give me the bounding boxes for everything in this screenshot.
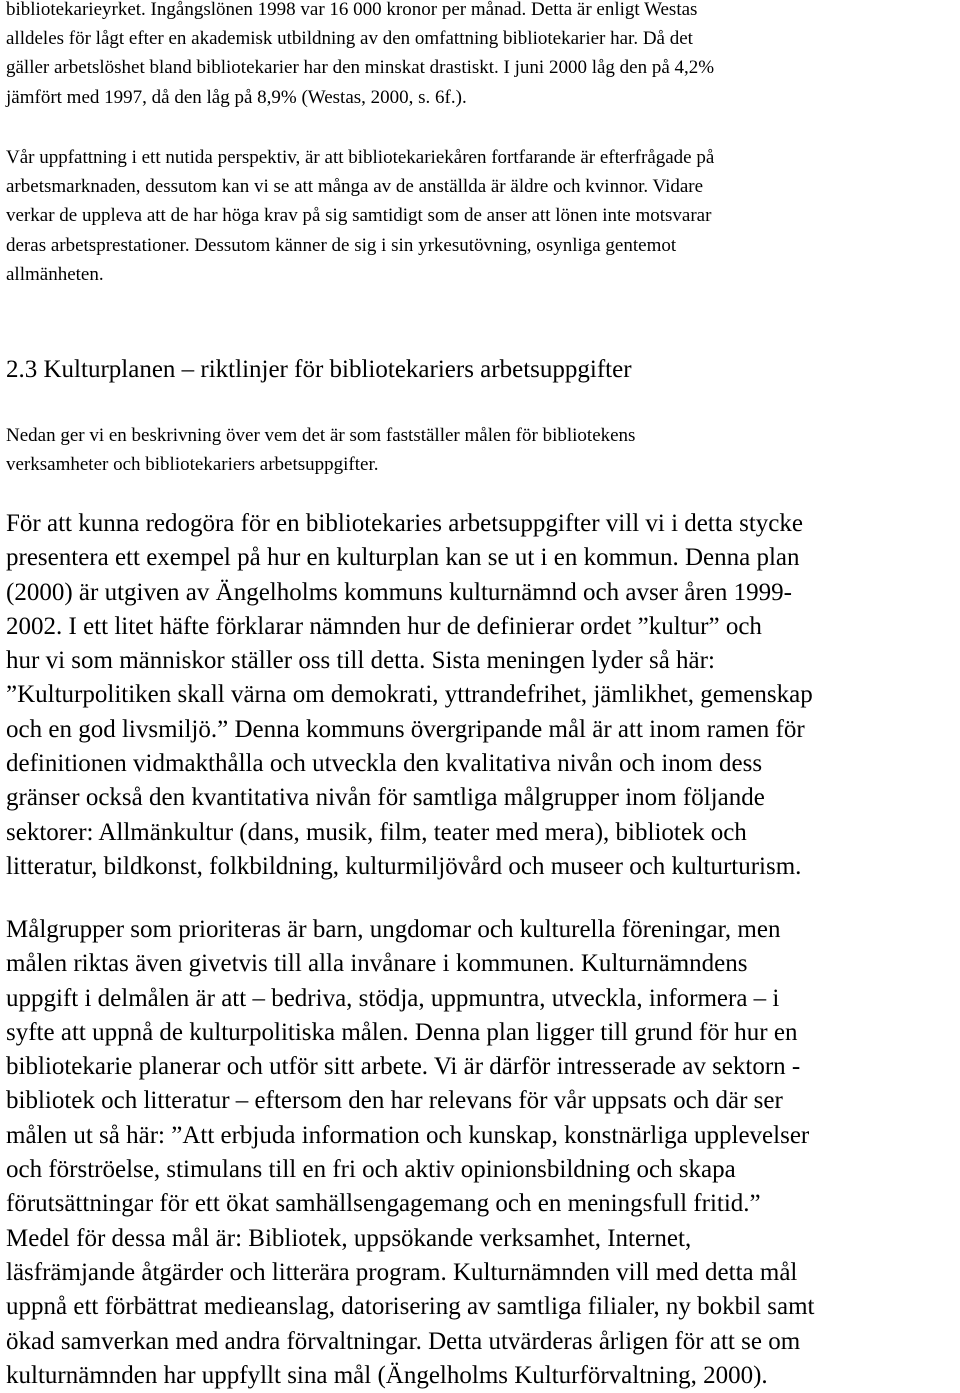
paragraph-intro: Nedan ger vi en beskrivning över vem det är som fastställer målen för bibliotekens verksamheter och bibliotekariers arbetsuppgifter. xyxy=(6,425,636,476)
section-heading: 2.3 Kulturplanen – riktlinjer för bibliotekariers arbetsuppgifter xyxy=(6,356,632,383)
paragraph-our-view: Vår uppfattning i ett nutida perspektiv, är att bibliotekariekåren fortfarande är efterfrågade på arbetsmarknaden, dessutom kan vi se att många av de anställda är äldre och kvinnor. Vidare verkar de uppleva att de har höga krav på sig samtidigt som de anser att lönen inte motsvarar deras arbetsprestationer. Dessutom känner de sig i sin yrkesutövning, osynliga gentemot allmänheten. xyxy=(6,147,715,285)
paragraph-culture-plan: För att kunna redogöra för en bibliotekaries arbetsuppgifter vill vi i detta stycke presentera ett exempel på hur en kulturplan kan se ut i en kommun. Denna plan (2000) är utgiven av Ängelholms kommuns kulturnämnd och avser åren 1999- 2002. I ett litet häfte förklarar nämnden hur de definierar ordet ”kultur” och hur vi som människor ställer oss till detta. Sista meningen lyder så här: ”Kulturpolitiken skall värna om demokrati, yttrandefrihet, jämlikhet, gemenskap och en god livsmiljö.” Denna kommuns övergripande mål är att inom ramen för definitionen vidmakthålla och utveckla den kvalitativa nivån och inom dess gränser också den kvantitativa nivån för samtliga målgrupper inom följande sektorer: Allmänkultur (dans, musik, film, teater med mera), bibliotek och litteratur, bildkonst, folkbildning, kulturmiljövård och museer och kulturturism. xyxy=(6,510,813,880)
paragraph-salary-unemployment: bibliotekarieyrket. Ingångslönen 1998 var 16 000 kronor per månad. Detta är enligt Westas alldeles för lågt efter en akademisk utbildning av den omfattning bibliotekarier har. Då det gäller arbetslöshet bland bibliotekarier har den minskat drastiskt. I juni 2000 låg den på 4,2% jämfört med 1997, då den låg på 8,9% (Westas, 2000, s. 6f.). xyxy=(6,0,715,108)
paragraph-target-groups: Målgrupper som prioriteras är barn, ungdomar och kulturella föreningar, men målen riktas även givetvis till alla invånare i kommunen. Kulturnämndens uppgift i delmålen är att – bedriva, stödja, uppmuntra, utveckla, informera – i syfte att uppnå de kulturpolitiska målen. Denna plan ligger till grund för hur en bibliotekarie planerar och utför sitt arbete. Vi är därför intresserade av sektorn - bibliotek och litteratur – eftersom den har relevans för vår uppsats och där ser målen ut så här: ”Att erbjuda information och kunskap, konstnärliga upplevelser och förströelse, stimulans till en fri och aktiv opinionsbildning och skapa förutsättningar för ett ökat samhällsengagemang och en meningsfull fritid.” Medel för dessa mål är: Bibliotek, uppsökande verksamhet, Internet, läsfrämjande åtgärder och litterära program. Kulturnämnden vill med detta mål uppnå ett förbättrat medieanslag, datorisering av samtliga filialer, ny bokbil samt ökad samverkan med andra förvaltningar. Detta utvärderas årligen för att se om kulturnämnden har uppfyllt sina mål (Ängelholms Kulturförvaltning, 2000). xyxy=(6,916,815,1389)
